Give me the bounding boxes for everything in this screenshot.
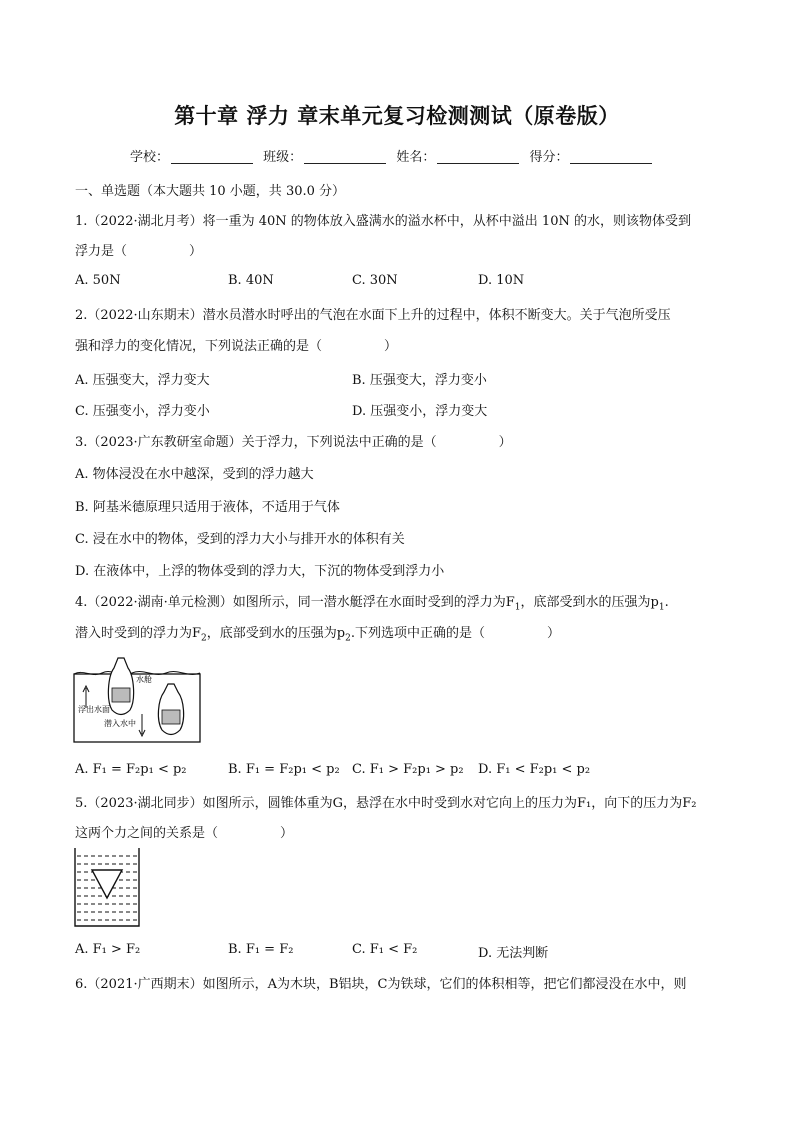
q4-option-d[interactable]: D. F₁ < F₂p₁ < p₂: [478, 762, 591, 777]
q3-option-b[interactable]: B. 阿基米德原理只适用于液体，不适用于气体: [75, 500, 340, 515]
q1-option-c[interactable]: C. 30N: [352, 273, 398, 288]
q5-option-a[interactable]: A. F₁ > F₂: [75, 942, 141, 957]
cone-in-water-figure: [72, 846, 142, 928]
page-title: 第十章 浮力 章末单元复习检测测试（原卷版）: [174, 104, 620, 128]
name-label: 姓名：: [396, 150, 436, 165]
q2-option-c[interactable]: C. 压强变小，浮力变小: [75, 404, 210, 419]
submarine-figure: [72, 654, 204, 746]
q2-stem-line1: 2.（2022·山东期末）潜水员潜水时呼出的气泡在水面下上升的过程中，体积不断变大。关于气泡所受压: [75, 308, 671, 323]
school-blank[interactable]: [171, 149, 253, 164]
q2-stem-line2: 强和浮力的变化情况，下列说法正确的是（ ）: [75, 339, 398, 354]
class-blank[interactable]: [304, 149, 386, 164]
q5-option-c[interactable]: C. F₁ < F₂: [352, 942, 418, 957]
q5-stem-line1: 5.（2023·湖北同步）如图所示，圆锥体重为G，悬浮在水中时受到水对它向上的压力为F₁，向下的压力为F₂: [75, 796, 697, 811]
fig-label-up: 浮出水面: [78, 705, 110, 714]
q4-option-a[interactable]: A. F₁ = F₂p₁ < p₂: [75, 762, 187, 777]
fig-label-down: 潜入水中: [104, 719, 136, 728]
q3-option-d[interactable]: D. 在液体中，上浮的物体受到的浮力大，下沉的物体受到浮力小: [75, 564, 445, 579]
score-blank[interactable]: [570, 149, 652, 164]
class-label: 班级：: [263, 150, 303, 165]
q4-option-b[interactable]: B. F₁ = F₂p₁ < p₂: [228, 762, 340, 777]
q2-option-a[interactable]: A. 压强变大，浮力变大: [75, 373, 210, 388]
q4-stem-line2: 潜入时受到的浮力为$F_2$，底部受到水的压强为$p_2$.下列选项中正确的是（ ）: [75, 626, 560, 644]
q1-option-a[interactable]: A. 50N: [75, 273, 121, 288]
q2-option-d[interactable]: D. 压强变小，浮力变大: [352, 404, 488, 419]
q1-option-d[interactable]: D. 10N: [478, 273, 525, 288]
score-label: 得分：: [529, 150, 569, 165]
q2-option-b[interactable]: B. 压强变大，浮力变小: [352, 373, 487, 388]
q5-option-b[interactable]: B. F₁ = F₂: [228, 942, 294, 957]
q1-stem-line2: 浮力是（ ）: [75, 244, 203, 259]
q3-stem: 3.（2023·广东教研室命题）关于浮力，下列说法中正确的是（ ）: [75, 435, 512, 450]
student-info-row: [130, 146, 690, 165]
fig-label-ship: 水舱: [136, 675, 152, 684]
q3-option-c[interactable]: C. 浸在水中的物体，受到的浮力大小与排开水的体积有关: [75, 532, 405, 547]
q1-stem-line1: 1.（2022·湖北月考）将一重为 40N 的物体放入盛满水的溢水杯中，从杯中溢出 10N 的水，则该物体受到: [75, 214, 691, 229]
q6-stem-line1: 6.（2021·广西期末）如图所示，A为木块，B铝块，C为铁球，它们的体积相等，把它们都浸没在水中，则: [75, 977, 687, 992]
school-label: 学校：: [130, 150, 170, 165]
q1-option-b[interactable]: B. 40N: [228, 273, 274, 288]
q5-stem-line2: 这两个力之间的关系是（ ）: [75, 826, 294, 841]
q5-option-d[interactable]: D. 无法判断: [478, 946, 549, 961]
q3-option-a[interactable]: A. 物体浸没在水中越深，受到的浮力越大: [75, 467, 314, 482]
name-blank[interactable]: [437, 149, 519, 164]
cone-shape: [92, 870, 122, 898]
q4-option-c[interactable]: C. F₁ > F₂p₁ > p₂: [352, 762, 464, 777]
section-heading: 一、单选题（本大题共 10 小题，共 30.0 分）: [75, 184, 346, 199]
q4-stem-line1: 4.（2022·湖南·单元检测）如图所示，同一潜水艇浮在水面时受到的浮力为$F_1$，底部受到水的压强为$p_1$.: [75, 595, 669, 613]
